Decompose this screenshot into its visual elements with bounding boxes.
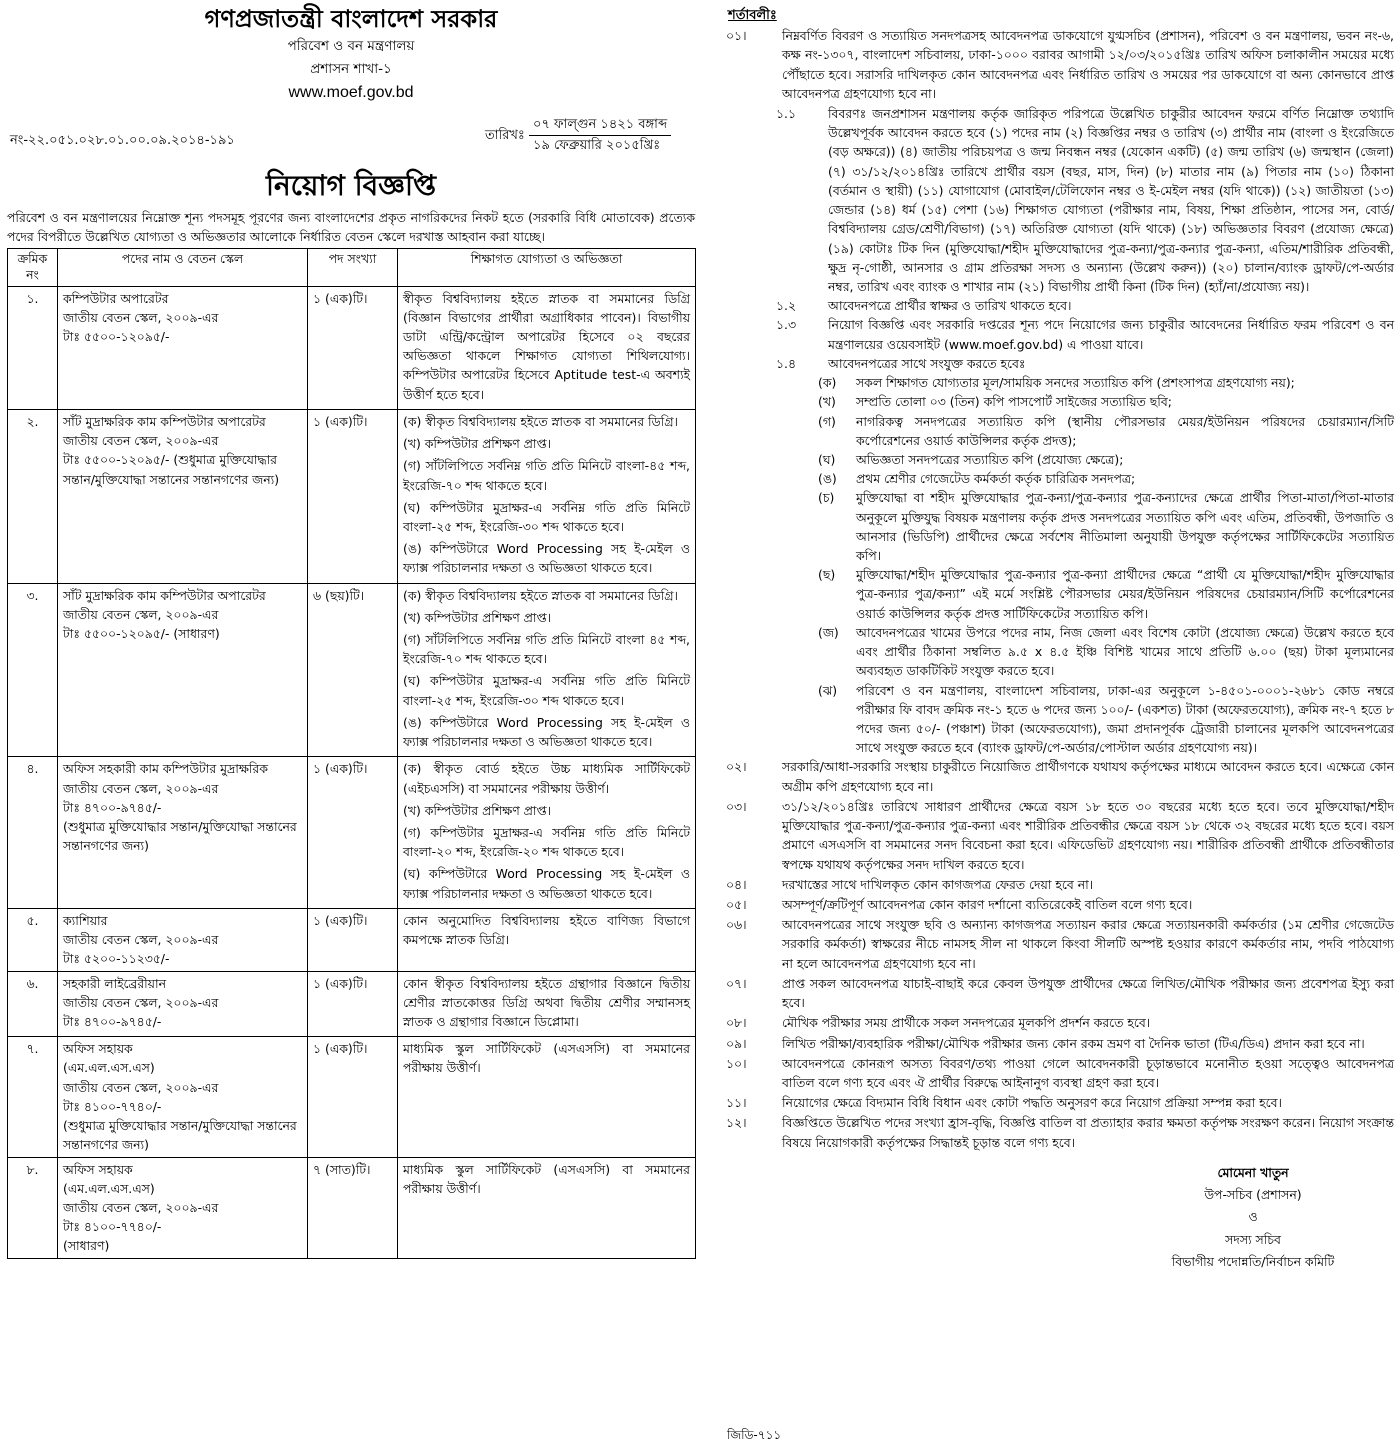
post-name-cell [58, 1157, 308, 1258]
signatory-and: ও [1248, 1209, 1258, 1225]
post-name-cell [58, 583, 308, 757]
qualification-cell [398, 1157, 696, 1258]
attachment-number: (ঝ) [818, 682, 838, 698]
post-name-line: টাঃ ৪৭০০-৯৭৪৫/- [63, 1013, 162, 1029]
post-name-line: (এম.এল.এস.এস) [63, 1060, 155, 1076]
qualification-item: (গ) কম্পিউটার মুদ্রাক্ষর-এ সর্বনিম্ন গতি প্রতি মিনিটে বাংলা-২০ শব্দ, ইংরেজি-২০ শব্দ থাকতে হবে। [403, 825, 690, 860]
term-text: আবেদনপত্রের সাথে সংযুক্ত করতে হবেঃ [828, 355, 1026, 371]
term-01 [722, 26, 1394, 103]
term-number: ১১। [726, 1095, 747, 1111]
post-name-line: জাতীয় বেতন স্কেল, ২০০৯-এর [63, 433, 219, 449]
serial-cell: ১. [8, 286, 58, 409]
post-name-line: (এম.এল.এস.এস) [63, 1180, 155, 1196]
header-serial: ক্রমিক নং [8, 249, 58, 286]
post-name-cell [58, 1037, 308, 1157]
term-text: নিয়োগ বিজ্ঞপ্তি এবং সরকারি দপ্তরের শূন্য পদে নিয়োগের জন্য চাকুরীর আবেদনের নির্ধারিত ফরম পরিবেশ ও বন মন্ত্রণালয়ের ওয়েবসাইট (www.moef.gov.bd) এ পাওয়া যাবে। [828, 317, 1394, 352]
attachment-number: (ঘ) [818, 451, 836, 467]
term-number: ১.৪ [776, 355, 797, 371]
table-row [8, 908, 696, 971]
memo-date [485, 115, 671, 156]
term-number: ০৫। [726, 896, 747, 912]
term-text: প্রাপ্ত সকল আবেদনপত্র যাচাই-বাছাই করে কেবল উপযুক্ত প্রার্থীদের ক্ষেত্রে লিখিত/মৌখিক পরীক্ষার জন্য প্রবেশপত্র ইস্যু করা হবে। [782, 975, 1394, 1011]
attachment-number: (জ) [818, 624, 839, 640]
term-1-1 [772, 104, 1394, 296]
term-text: বিবরণঃ জনপ্রশাসন মন্ত্রণালয় কর্তৃক জারিকৃত পরিপত্রে উল্লেখিত চাকুরীর আবেদন ফরমে বর্ণিত নিম্নোক্ত তথ্যাদি উল্লেখপূর্বক আবেদন করতে হবে (১) পদের নাম (২) বিজ্ঞপ্তির নম্বর ও তারিখ (৩) প্রার্থীর নাম (বাংলা ও ইংরেজিতে (বড় অক্ষরে)) (৪) জাতীয় পরিচয়পত্র ও জন্ম নিবন্ধন নম্বর (যেকোন একটি) (৫) জন্ম তারিখ (৬) জন্মস্থান (জেলা) (৭) ৩১/১২/২০১৪খ্রিঃ তারিখে প্রার্থীর বয়স (বছর, মাস, দিন) (৮) মাতার নাম (৯) পিতার নাম (১০) ঠিকানা (বর্তমান ও স্থায়ী) (১১) যোগাযোগ (মোবাইল/টেলিফোন নম্বর ও ই-মেইল নম্বর (যদি থাকে)) (১২) জাতীয়তা (১৩) জেন্ডার (১৪) ধর্ম (১৫) পেশা (১৬) শিক্ষাগত যোগ্যতা (পরীক্ষার নাম, বিষয়, শিক্ষা প্রতিষ্ঠান, পাসের সন, বোর্ড/বিশ্ববিদ্যালয় গ্রেড/শ্রেণী/বিভাগ) (১৭) অতিরিক্ত যোগ্যতা (যদি থাকে) (১৮) অভিজ্ঞতার বিবরণ (প্রযোজ্য ক্ষেত্রে) (১৯) কোটাঃ টিক দিন (মুক্তিযোদ্ধা/শহীদ মুক্তিযোদ্ধাদের পুত্র-কন্যা/পুত্র-কন্যার পুত্র-কন্যা, এতিম/শারীরিক প্রতিবন্ধী, ক্ষুদ্র নৃ-গোষ্ঠী, আনসার ও গ্রাম প্রতিরক্ষা সদস্য ও অন্যান্য (উল্লেখ করুন)) (২০) চালান/ব্যাংক ড্রাফট/পে-অর্ডার নম্বর, তারিখ এবং ব্যাংক ও শাখার নাম (২১) বিভাগীয় প্রার্থী কিনা (টিক দিন) (হ্যাঁ/না/প্রযোজ্য নয়)। [828, 106, 1394, 294]
post-name-line: জাতীয় বেতন স্কেল, ২০০৯-এর [63, 1079, 219, 1095]
term-text: বিজ্ঞপ্তিতে উল্লেখিত পদের সংখ্যা হ্রাস-বৃদ্ধি, বিজ্ঞপ্তি বাতিল বা প্রত্যাহার করার ক্ষমতা কর্তৃপক্ষ সংরক্ষণ করেন। নিয়োগ সংক্রান্ত বিষয়ে নিয়োগকারী কর্তৃপক্ষের সিদ্ধান্তই চূড়ান্ত বলে গণ্য হবে। [782, 1115, 1394, 1150]
post-name-line: (সাধারণ) [63, 1238, 110, 1254]
post-name-line: সহকারী লাইব্রেরীয়ান [63, 975, 166, 991]
term-number: ০৩। [726, 798, 747, 814]
term-item [722, 797, 1394, 874]
attachment-text: সম্প্রতি তোলা ০৩ (তিন) কপি পাসপোর্ট সাইজের সত্যায়িত ছবি; [856, 394, 1172, 410]
header-post-name: পদের নাম ও বেতন স্কেল [58, 249, 308, 286]
post-name-line: কম্পিউটার অপারেটর [63, 290, 169, 306]
left-column [7, 4, 695, 1259]
qualification-item: কোন অনুমোদিত বিশ্ববিদ্যালয় হইতে বাণিজ্য বিভাগে কমপক্ষে স্নাতক ডিগ্রি। [403, 912, 690, 948]
attachment-text: সকল শিক্ষাগত যোগ্যতার মূল/সাময়িক সনদের সত্যায়িত কপি (প্রশংসাপত্র গ্রহণযোগ্য নয়); [856, 375, 1295, 391]
qualification-item: (ঘ) কম্পিউটারে Word Processing সহ ই-মেইল ও ফ্যাক্স পরিচালনার দক্ষতা ও অভিজ্ঞতা থাকতে হবে। [403, 866, 690, 901]
term-item [722, 915, 1394, 973]
post-count-cell: ১ (এক)টি। [308, 757, 398, 909]
table-row [8, 583, 696, 757]
ministry-name: পরিবেশ ও বন মন্ত্রণালয় [287, 38, 415, 55]
attachment-number: (গ) [818, 413, 836, 429]
term-text: নিম্নবর্ণিত বিবরণ ও সত্যায়িত সনদপত্রসহ আবেদনপত্র ডাকযোগে যুগ্মসচিব (প্রশাসন), পরিবেশ ও বন মন্ত্রণালয়, ভবন নং-৬, কক্ষ নং-১৩০৭, বাংলাদেশ সচিবালয়, ঢাকা-১০০০ বরাবর আগামী ১২/০৩/২০১৫খ্রিঃ তারিখ অফিস চলাকালীন সময়ের মধ্যে পৌঁছাতে হবে। সরাসরি দাখিলকৃত কোন আবেদনপত্র এবং নির্ধারিত তারিখ ও সময়ের পর ডাকযোগে বা অন্য কোনভাবে প্রাপ্ত আবেদনপত্র গ্রহণযোগ্য হবে না। [782, 28, 1394, 101]
table-row [8, 1157, 696, 1258]
qualification-item: (ক) স্বীকৃত বিশ্ববিদ্যালয় হইতে স্নাতক বা সমমানের ডিগ্রি। [403, 587, 678, 603]
signatory-committee: বিভাগীয় পদোন্নতি/নির্বাচন কমিটি [1171, 1254, 1335, 1270]
attachment-number: (খ) [818, 394, 836, 410]
attachment-text: মুক্তিযোদ্ধা/শহীদ মুক্তিযোদ্ধার পুত্র-কন্যার পুত্র-কন্যা প্রার্থীদের ক্ষেত্রে “প্রার্থী যে মুক্তিযোদ্ধা/শহীদ মুক্তিযোদ্ধার পুত্র-কন্যার পুত্র/কন্যা” এই মর্মে সংশ্লিষ্ট পৌরসভার মেয়র/ইউনিয়ন পরিষদের চেয়ারম্যান/সিটি কর্পোরেশনের ওয়ার্ড কাউন্সিলর কর্তৃক প্রদত্ত সার্টিফিকেটের সত্যায়িত কপি। [856, 567, 1394, 621]
attachment-text: মুক্তিযোদ্ধা বা শহীদ মুক্তিযোদ্ধার পুত্র-কন্যা/পুত্র-কন্যার পুত্র-কন্যাদের ক্ষেত্রে প্রার্থীর পিতা-মাতা/পিতা-মাতার অনুকূলে মুক্তিযুদ্ধ বিষয়ক মন্ত্রণালয় কর্তৃক প্রদত্ত সনদপত্রের সত্যায়িত কপি এবং এতিম, প্রতিবন্ধী, উপজাতি ও আনসার (ভিডিপি) প্রার্থীদের ক্ষেত্রে সর্বশেষ নীতিমালা অনুযায়ী উপযুক্ত কর্তৃপক্ষের সার্টিফিকেটের সত্যায়িত কপি। [856, 490, 1394, 564]
qualification-item: (ক) স্বীকৃত বোর্ড হইতে উচ্চ মাধ্যমিক সার্টিফিকেট (এইচএসসি) বা সমমানের পরীক্ষায় উত্তীর্ণ। [403, 761, 690, 796]
letterhead [7, 4, 695, 105]
qualification-item: (ঘ) কম্পিউটার মুদ্রাক্ষর-এ সর্বনিম্ন গতি প্রতি মিনিটে বাংলা-২৫ শব্দ, ইংরেজি-৩০ শব্দ থাকতে হবে। [403, 673, 690, 708]
attachment-number: (ক) [818, 375, 837, 391]
post-name-cell [58, 971, 308, 1037]
serial-cell: ৪. [8, 757, 58, 909]
term-text: অসম্পূর্ণ/ক্রটিপূর্ণ আবেদনপত্র কোন কারণ দর্শানো ব্যতিরেকেই বাতিল বলে গণ্য হবে। [782, 896, 1193, 912]
post-name-line: টাঃ ৪১০০-৭৭৪০/- [63, 1098, 162, 1114]
serial-cell: ৮. [8, 1157, 58, 1258]
post-name-line: টাঃ ৫৫০০-১২০৯৫/- [63, 328, 170, 344]
term-text: নিয়োগের ক্ষেত্রে বিদ্যমান বিধি বিধান এবং কোটা পদ্ধতি অনুসরণ করে নিয়োগ প্রক্রিয়া সম্পন্ন করা হবে। [782, 1095, 1282, 1111]
serial-cell: ২. [8, 409, 58, 583]
post-name-line: টাঃ ৪৭০০-৯৭৪৫/- [63, 799, 162, 815]
term-number: ১২। [726, 1115, 747, 1131]
serial-cell: ৫. [8, 908, 58, 971]
term-item [722, 1093, 1394, 1112]
attachment-item [814, 412, 1394, 450]
post-count-cell: ১ (এক)টি। [308, 409, 398, 583]
terms-heading: শর্তাবলীঃ [728, 8, 777, 23]
attachment-item [814, 373, 1394, 392]
qualification-item: (ঘ) কম্পিউটার মুদ্রাক্ষর-এ সর্বনিম্ন গতি প্রতি মিনিটে বাংলা-২৫ শব্দ, ইংরেজি-৩০ শব্দ থাকতে হবে। [403, 499, 690, 534]
table-row [8, 286, 696, 409]
attachment-item [814, 623, 1394, 681]
post-name-line: টাঃ ৫৫০০-১২০৯৫/- (শুধুমাত্র মুক্তিযোদ্ধার সন্তান/মুক্তিযোদ্ধা সন্তানের সন্তানগণের জন্য) [63, 452, 280, 487]
attachment-number: (ছ) [818, 567, 836, 583]
attachment-item [814, 450, 1394, 469]
table-row [8, 1037, 696, 1157]
memo-number: নং-২২.০৫১.০২৮.০১.০০.০৯.২০১৪-১৯১ [10, 133, 235, 149]
serial-cell: ৬. [8, 971, 58, 1037]
qualification-item: (খ) কম্পিউটার প্রশিক্ষণ প্রাপ্ত। [403, 802, 552, 818]
gd-code: জিডি-৭১১ [727, 1428, 782, 1442]
post-name-cell [58, 286, 308, 409]
table-row [8, 409, 696, 583]
term-number: ১.১ [776, 106, 797, 122]
post-count-cell: ১ (এক)টি। [308, 1037, 398, 1157]
attachment-number: (ঙ) [818, 471, 837, 487]
attachment-item [814, 565, 1394, 623]
qualification-item: (গ) সাঁটলিপিতে সর্বনিম্ন গতি প্রতি মিনিটে বাংলা ৪৫ শব্দ, ইংরেজি-৭০ শব্দ থাকতে হবে। [403, 632, 690, 667]
term-text: লিখিত পরীক্ষা/ব্যবহারিক পরীক্ষা/মৌখিক পরীক্ষার জন্য কোন রকম ভ্রমণ বা দৈনিক ভাতা (টিএ/ডিএ) প্রদান করা হবে না। [782, 1035, 1365, 1051]
date-label: তারিখঃ [485, 127, 525, 143]
intro-paragraph: পরিবেশ ও বন মন্ত্রণালয়ের নিম্নোক্ত শূন্য পদসমূহ পূরণের জন্য বাংলাদেশের প্রকৃত নাগরিকদের নিকট হতে (সরকারি বিধি মোতাবেক) প্রত্যেক পদের বিপরীতে উল্লেখিত যোগ্যতা ও অভিজ্ঞতার আলোকে নির্ধারিত বেতন স্কেলে দরখাস্ত আহবান করা যাচ্ছে। [7, 209, 695, 245]
serial-cell: ৭. [8, 1037, 58, 1157]
header-post-count: পদ সংখ্যা [308, 249, 398, 286]
term-item [722, 895, 1394, 914]
term-number: ০১। [726, 28, 747, 44]
post-name-line: অফিস সহায়ক [63, 1161, 133, 1177]
term-number: ০৮। [726, 1015, 747, 1031]
post-name-line: জাতীয় বেতন স্কেল, ২০০৯-এর [63, 1199, 219, 1215]
term-text: আবেদনপত্রে প্রার্থীর স্বাক্ষর ও তারিখ থাকতে হবে। [828, 298, 1072, 314]
post-name-line: ক্যাশিয়ার [63, 912, 108, 928]
qualification-cell [398, 757, 696, 909]
qualification-cell [398, 286, 696, 409]
qualification-item: (ঙ) কম্পিউটারে Word Processing সহ ই-মেইল ও ফ্যাক্স পরিচালনার দক্ষতা ও অভিজ্ঞতা থাকতে হবে। [403, 714, 690, 750]
qualification-item: মাধ্যমিক স্কুল সার্টিফিকেট (এসএসসি) বা সমমানের পরীক্ষায় উত্তীর্ণ। [403, 1161, 690, 1196]
posts-table-body [8, 286, 696, 1258]
remaining-terms [722, 757, 1394, 1151]
attachment-text: পরিবেশ ও বন মন্ত্রণালয়, বাংলাদেশ সচিবালয়, ঢাকা-এর অনুকূলে ১-৪৫০১-০০০১-২৬৮১ কোড নম্বরে পরীক্ষার ফি বাবদ ক্রমিক নং-১ হতে ৬ পদের জন্য ১০০/- (একশত) টাকা (অফেরতযোগ্য), ক্রমিক নং-৭ হতে ৮ পদের জন্য ৫০/- (পঞ্চাশ) টাকা (অফেরতযোগ্য), জমা প্রদানপূর্বক ট্রেজারী চালানের মূলকপি আবেদনপত্রের সাথে সংযুক্ত করতে হবে (ব্যাংক ড্রাফট/পে-অর্ডার/পোস্টাল অর্ডার গ্রহণযোগ্য নয়)। [856, 682, 1394, 756]
post-name-line: সাঁট মুদ্রাক্ষরিক কাম কম্পিউটার অপারেটর [63, 587, 266, 603]
attachment-text: প্রথম শ্রেণীর গেজেটেড কর্মকর্তা কর্তৃক চারিত্রিক সনদপত্র; [856, 471, 1136, 487]
post-count-cell: ১ (এক)টি। [308, 908, 398, 971]
term-number: ১০। [726, 1055, 747, 1071]
date-bangla: ০৭ ফাল্গুন ১৪২১ বঙ্গাব্দ [529, 115, 671, 136]
signature-block [1112, 1162, 1394, 1274]
term-item [722, 1113, 1394, 1151]
term-number: ১.৩ [776, 317, 797, 333]
term-item [722, 875, 1394, 894]
post-name-line: অফিস সহায়ক [63, 1041, 133, 1057]
term-number: ০৪। [726, 876, 747, 892]
qualification-cell [398, 971, 696, 1037]
attachment-item [814, 469, 1394, 488]
post-name-cell [58, 757, 308, 909]
post-name-line: জাতীয় বেতন স্কেল, ২০০৯-এর [63, 309, 219, 325]
table-header-row [8, 249, 696, 286]
qualification-cell [398, 409, 696, 583]
attachment-item [814, 392, 1394, 411]
term-item [722, 974, 1394, 1012]
post-name-cell [58, 409, 308, 583]
qualification-item: (খ) কম্পিউটার প্রশিক্ষণ প্রাপ্ত। [403, 436, 552, 452]
term-number: ০৬। [726, 917, 747, 933]
posts-table [7, 248, 696, 1258]
term-text: আবেদনপত্রের সাথে সংযুক্ত ছবি ও অন্যান্য কাগজপত্র সত্যায়ন করার ক্ষেত্রে সত্যায়নকারী কর্মকর্তার (১ম শ্রেণীর গেজেটেড সরকারি কর্মকর্তা) স্বাক্ষরের নীচে নামসহ সীল না থাকলে কিংবা সীলটি অস্পষ্ট হওয়ার কারণে কর্মকর্তার নাম, পদবি পাঠযোগ্য না হলে আবেদনপত্র গ্রহণযোগ্য হবে না। [782, 917, 1394, 971]
post-name-line: জাতীয় বেতন স্কেল, ২০০৯-এর [63, 932, 219, 948]
post-name-line: সাঁট মুদ্রাক্ষরিক কাম কম্পিউটার অপারেটর [63, 413, 266, 429]
qualification-item: কোন স্বীকৃত বিশ্ববিদ্যালয় হইতে গ্রন্থাগার বিজ্ঞানে দ্বিতীয় শ্রেণীর স্নাতকোত্তর ডিগ্রি অথবা দ্বিতীয় শ্রেণীর সম্মানসহ স্নাতক ও গ্রন্থাগার বিজ্ঞানে ডিপ্লোমা। [403, 975, 690, 1029]
term-number: ০৯। [726, 1035, 747, 1051]
attachment-item [814, 681, 1394, 758]
date-stack [529, 115, 671, 156]
header-qualification: শিক্ষাগত যোগ্যতা ও অভিজ্ঞতা [398, 249, 696, 286]
term-1-4 [772, 354, 1394, 373]
serial-cell: ৩. [8, 583, 58, 757]
attachment-item [814, 488, 1394, 565]
website: www.moef.gov.bd [288, 84, 414, 102]
signatory-name: মোমেনা খাতুন [1217, 1164, 1289, 1180]
qualification-cell [398, 908, 696, 971]
memo-line [7, 111, 695, 169]
term-number: ০২। [726, 759, 747, 775]
post-name-line: অফিস সহকারী কাম কম্পিউটার মুদ্রাক্ষরিক [63, 761, 268, 777]
qualification-item: (খ) কম্পিউটার প্রশিক্ষণ প্রাপ্ত। [403, 609, 552, 625]
post-name-line: (শুধুমাত্র মুক্তিযোদ্ধার সন্তান/মুক্তিযোদ্ধা সন্তানের সন্তানগণের জন্য) [63, 819, 297, 854]
qualification-item: (ক) স্বীকৃত বিশ্ববিদ্যালয় হইতে স্নাতক বা সমমানের ডিগ্রি। [403, 413, 678, 429]
term-text: আবেদনপত্রে কোনরূপ অসত্য বিবরণ/তথ্য পাওয়া গেলে আবেদনকারী চূড়ান্তভাবে মনোনীত হওয়া সত্ত্বেও আবেদনপত্র বাতিল বলে গণ্য হবে এবং ঐ প্রার্থীর বিরুদ্ধে আইনানুগ ব্যবস্থা গ্রহণ করা হবে। [782, 1055, 1394, 1090]
attachment-text: আবেদনপত্রের খামের উপরে পদের নাম, নিজ জেলা এবং বিশেষ কোটা (প্রযোজ্য ক্ষেত্রে) উল্লেখ করতে হবে এবং প্রার্থীর ঠিকানা সম্বলিত ৯.৫ x ৪.৫ ইঞ্চি বিশিষ্ট খামের সাথে প্রতিটি ৬.০০ (ছয়) টাকা মূল্যমানের অব্যবহৃত ডাকটিকিট সংযুক্ত করতে হবে। [856, 624, 1394, 679]
post-count-cell: ১ (এক)টি। [308, 286, 398, 409]
qualification-item: (ঙ) কম্পিউটারে Word Processing সহ ই-মেইল ও ফ্যাক্স পরিচালনার দক্ষতা ও অভিজ্ঞতা থাকতে হবে। [403, 541, 690, 576]
signatory-designation: উপ-সচিব (প্রশাসন) [1204, 1187, 1302, 1203]
post-count-cell: ৬ (ছয়)টি। [308, 583, 398, 757]
post-name-line: জাতীয় বেতন স্কেল, ২০০৯-এর [63, 994, 219, 1010]
notice-title: নিয়োগ বিজ্ঞপ্তি [265, 169, 437, 203]
government-name: গণপ্রজাতন্ত্রী বাংলাদেশ সরকার [204, 5, 498, 33]
term-item [722, 1054, 1394, 1092]
qualification-item: মাধ্যমিক স্কুল সার্টিফিকেট (এসএসসি) বা সমমানের পরীক্ষায় উত্তীর্ণ। [403, 1041, 690, 1076]
qualification-item: স্বীকৃত বিশ্ববিদ্যালয় হইতে স্নাতক বা সমমানের ডিগ্রি (বিজ্ঞান বিভাগের প্রার্থীরা অগ্রাধিকার পাবেন)। বিভাগীয় ডাটা এন্ট্রি/কন্ট্রোল অপারেটর হিসেবে ০২ বছরের অভিজ্ঞতা থাকলে শিক্ষাগত যোগ্যতা শিথিলযোগ্য। কম্পিউটার অপারেটর হিসেবে Aptitude test-এ অবশ্যই উত্তীর্ণ হতে হবে। [403, 290, 690, 402]
post-name-cell [58, 908, 308, 971]
post-name-line: টাঃ ৫২০০-১১২৩৫/- [63, 951, 170, 967]
post-name-line: জাতীয় বেতন স্কেল, ২০০৯-এর [63, 780, 219, 796]
post-name-line: (শুধুমাত্র মুক্তিযোদ্ধার সন্তান/মুক্তিযোদ্ধা সন্তানের সন্তানগণের জন্য) [63, 1118, 297, 1153]
post-count-cell: ৭ (সাত)টি। [308, 1157, 398, 1258]
qualification-cell [398, 583, 696, 757]
term-item [722, 1013, 1394, 1032]
term-item [722, 1034, 1394, 1053]
table-row [8, 757, 696, 909]
post-name-line: জাতীয় বেতন স্কেল, ২০০৯-এর [63, 606, 219, 622]
signatory-role: সদস্য সচিব [1225, 1231, 1281, 1247]
attachment-text: নাগরিকত্ব সনদপত্রের সত্যায়িত কপি (স্থানীয় পৌরসভার মেয়র/ইউনিয়ন পরিষদের চেয়ারম্যান/সিটি কর্পোরেশনের ওয়ার্ড কাউন্সিলর কর্তৃক প্রদত্ত); [856, 413, 1394, 448]
table-row [8, 971, 696, 1037]
attachment-list [722, 373, 1394, 757]
term-number: ১.২ [776, 298, 797, 314]
term-number: ০৭। [726, 975, 747, 991]
qualification-cell [398, 1037, 696, 1157]
term-text: মৌখিক পরীক্ষার সময় প্রার্থীকে সকল সনদপত্রের মূলকপি প্রদর্শন করতে হবে। [782, 1015, 1151, 1031]
branch-name: প্রশাসন শাখা-১ [310, 61, 392, 78]
attachment-text: অভিজ্ঞতা সনদপত্রের সত্যায়িত কপি (প্রযোজ্য ক্ষেত্রে); [856, 451, 1124, 467]
post-name-line: টাঃ ৪১০০-৭৭৪০/- [63, 1219, 162, 1235]
attachment-number: (চ) [818, 490, 835, 506]
qualification-item: (গ) সাঁটলিপিতে সর্বনিম্ন গতি প্রতি মিনিটে বাংলা-৪৫ শব্দ, ইংরেজি-৭০ শব্দ থাকতে হবে। [403, 458, 690, 493]
date-english: ১৯ ফেব্রুয়ারি ২০১৫খ্রিঃ [533, 138, 661, 154]
term-text: ৩১/১২/২০১৪খ্রিঃ তারিখে সাধারণ প্রার্থীদের ক্ষেত্রে বয়স ১৮ হতে ৩০ বছরের মধ্যে হতে হবে। তবে মুক্তিযোদ্ধা/শহীদ মুক্তিযোদ্ধার পুত্র-কন্যা/পুত্র-কন্যার পুত্র-কন্যা এবং শারীরিক প্রতিবন্ধীর ক্ষেত্রে বয়স ১৮ থেকে ৩২ বছরের মধ্যে হতে হবে। বয়স প্রমাণে এসএসসি বা সমমানের সনদ বিবেচনা করা হবে। এফিডেভিট গ্রহণযোগ্য নয়। শারীরিক প্রতিবন্ধী প্রার্থীকে প্রতিবন্ধীতার স্বপক্ষে যথাযথ কর্তৃপক্ষের সনদ দাখিল করতে হবে। [782, 798, 1394, 872]
term-1-3 [772, 315, 1394, 353]
term-item [722, 757, 1394, 795]
term-text: সরকারি/আধা-সরকারি সংস্থায় চাকুরীতে নিয়োজিত প্রার্থীগণকে যথাযথ কর্তৃপক্ষের মাধ্যমে আবেদন করতে হবে। এক্ষেত্রে কোন অগ্রীম কপি গ্রহণযোগ্য হবে না। [782, 759, 1394, 794]
post-name-line: টাঃ ৫৫০০-১২০৯৫/- (সাধারণ) [63, 626, 220, 642]
term-1-2 [772, 296, 1394, 315]
right-column [722, 6, 1394, 1273]
term-text: দরখাস্তের সাথে দাখিলকৃত কোন কাগজপত্র ফেরত দেয়া হবে না। [782, 876, 1094, 892]
post-count-cell: ১ (এক)টি। [308, 971, 398, 1037]
